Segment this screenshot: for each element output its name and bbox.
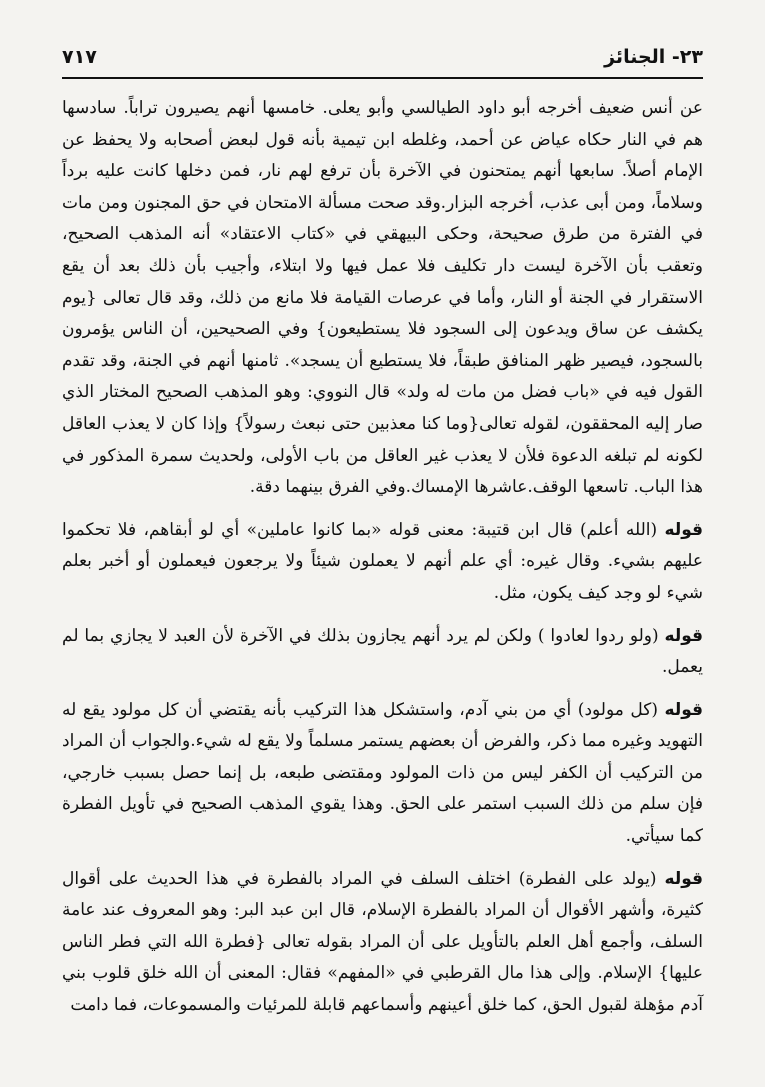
page-body — [62, 93, 703, 1022]
paragraph-5-lead: قوله — [664, 868, 703, 889]
paragraph-4-lead: قوله — [664, 699, 703, 720]
paragraph-2-text: (الله أعلم) قال ابن قتيبة: معنى قوله «بما كانوا عاملين» أي لو أبقاهم، فلا تحكموا عليهم بشيء. وقال غيره: أي علم أنهم لا يعملون شيئاً ولا يرجعون فيعملون أو أخبر بعلم شيء لو وجد كيف يكون، مثل. — [62, 519, 703, 603]
paragraph-1 — [62, 93, 703, 504]
header-divider — [62, 77, 703, 79]
paragraph-4 — [62, 695, 703, 853]
paragraph-5 — [62, 864, 703, 1022]
chapter-title: ٢٣- الجنائز — [604, 46, 703, 68]
paragraph-3-lead: قوله — [664, 625, 703, 646]
paragraph-2-lead: قوله — [664, 519, 703, 540]
paragraph-4-text: (كل مولود) أي من بني آدم، واستشكل هذا التركيب بأنه يقتضي أن كل مولود يقع له التهويد وغيره مما ذكر، والفرض أن بعضهم يستمر مسلماً ولا يقع له شيء.والجواب أن المراد من التركيب أن الكفر ليس من ذات المولود ومقتضى طبعه، بل إنما حصل بسبب خارجي، فإن سلم من ذلك السبب استمر على الحق. وهذا يقوي المذهب الصحيح في تأويل الفطرة كما سيأتي. — [62, 699, 703, 847]
page-number: ٧١٧ — [62, 46, 97, 68]
paragraph-5-text: (يولد على الفطرة) اختلف السلف في المراد بالفطرة في هذا الحديث على أقوال كثيرة، وأشهر الأقوال أن المراد بالفطرة الإسلام، قال ابن عبد البر: وهو المعروف عند عامة السلف، وأجمع أهل العلم بالتأويل على أن المراد بقوله تعالى {فطرة الله التي فطر الناس عليها} الإسلام. وإلى هذا مال القرطبي في «المفهم» فقال: المعنى أن الله خلق قلوب بني آدم مؤهلة لقبول الحق، كما خلق أعينهم وأسماعهم قابلة للمرئيات والمسموعات، فما دامت — [62, 868, 703, 1016]
paragraph-2 — [62, 515, 703, 610]
page-header — [62, 38, 703, 78]
paragraph-3 — [62, 621, 703, 684]
paragraph-1-text: عن أنس ضعيف أخرجه أبو داود الطيالسي وأبو يعلى. خامسها أنهم يصيرون تراباً. سادسها هم في النار حكاه عياض عن أحمد، وغلطه ابن تيمية بأنه قول لبعض أصحابه ولا يحفظ عن الإمام أصلاً. سابعها أنهم يمتحنون في الآخرة بأن ترفع لهم نار، فمن دخلها كانت عليه برداً وسلاماً، ومن أبى عذب، أخرجه البزار.وقد صحت مسألة الامتحان في حق المجنون ومن مات في الفترة من طرق صحيحة، وحكى البيهقي في «كتاب الاعتقاد» أنه المذهب الصحيح، وتعقب بأن الآخرة ليست دار تكليف فلا عمل فيها ولا ابتلاء، وأجيب بأن ذلك بعد أن يقع الاستقرار في الجنة أو النار، وأما في عرصات القيامة فلا مانع من ذلك، وقد قال تعالى {يوم يكشف عن ساق ويدعون إلى السجود فلا يستطيعون} وفي الصحيحين، أن الناس يؤمرون بالسجود، فيصير ظهر المنافق طبقاً، فلا يستطيع أن يسجد». ثامنها أنهم في الجنة، وقد تقدم القول فيه في «باب فضل من مات له ولد» قال النووي: وهو المذهب الصحيح المختار الذي صار إليه المحققون، لقوله تعالى{وما كنا معذبين حتى نبعث رسولاً} وإذا كان لا يعذب العاقل لكونه لم تبلغه الدعوة فلأن لا يعذب غير العاقل من باب الأولى، ولحديث سمرة المذكور في هذا الباب. تاسعها الوقف.عاشرها الإمساك.وفي الفرق بينهما دقة. — [62, 98, 703, 498]
paragraph-3-text: (ولو ردوا لعادوا ) ولكن لم يرد أنهم يجازون بذلك في الآخرة لأن العبد لا يجازي بما لم يعمل. — [62, 625, 703, 678]
